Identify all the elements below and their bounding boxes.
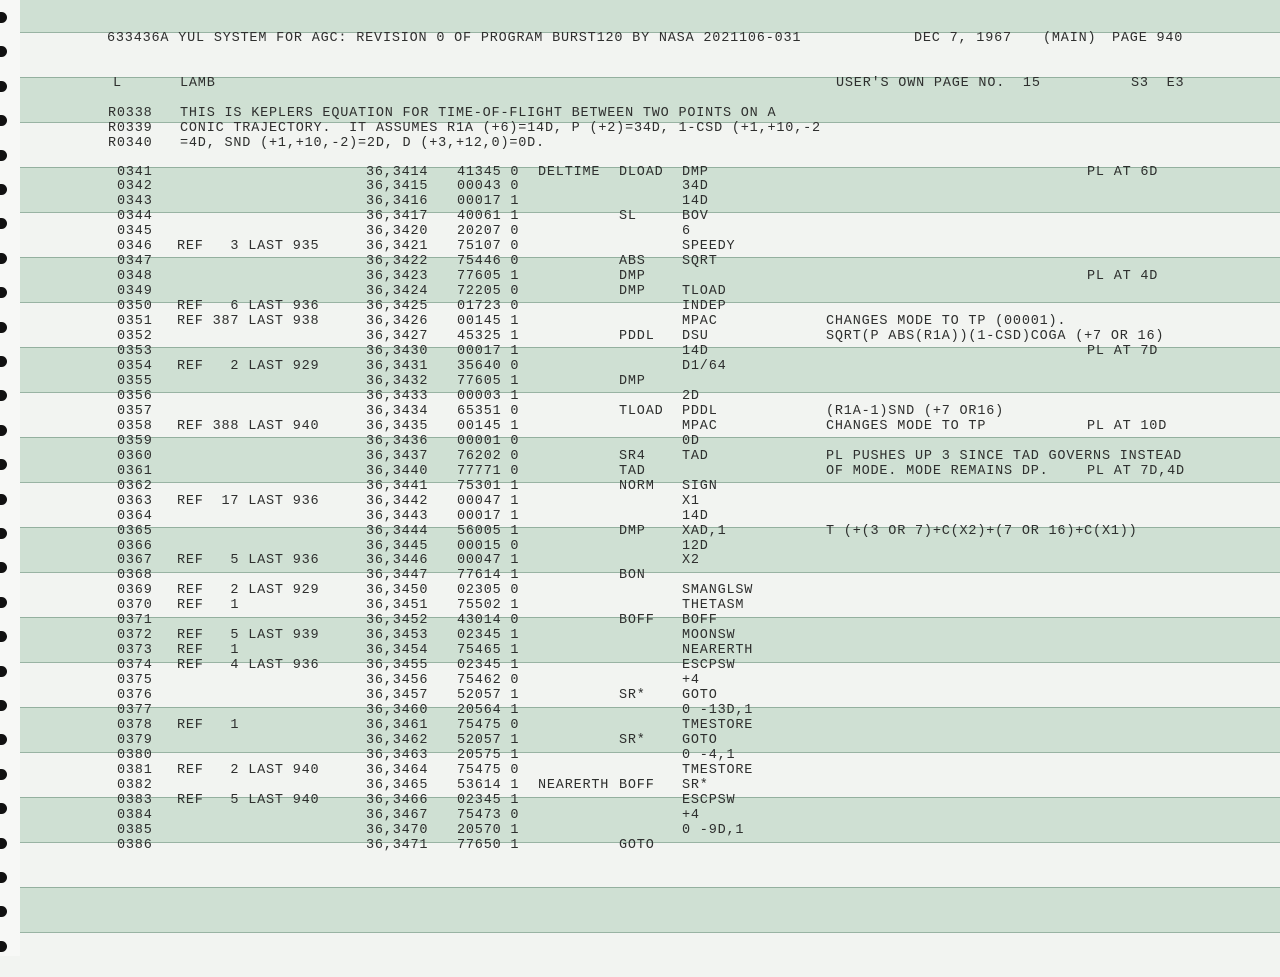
cross-reference: REF 1 — [177, 643, 240, 659]
listing-row — [0, 718, 1280, 733]
octal-word: 77605 1 — [457, 269, 520, 285]
listing-row — [0, 344, 1280, 359]
comment: CHANGES MODE TO TP — [826, 418, 987, 434]
listing-row — [0, 793, 1280, 808]
address: 36,3471 — [366, 837, 429, 853]
line-number: 0366 — [117, 538, 153, 554]
octal-word: 40061 1 — [457, 209, 520, 225]
address: 36,3452 — [366, 613, 429, 629]
listing-row — [0, 688, 1280, 703]
page-number: PAGE 940 — [1112, 31, 1184, 46]
line-number: 0346 — [117, 239, 153, 255]
octal-word: 00017 1 — [457, 194, 520, 210]
address: 36,3444 — [366, 523, 429, 539]
header-title: 633436A YUL SYSTEM FOR AGC: REVISION 0 OF PROGRAM BURST120 BY NASA 2021106-031 — [107, 31, 802, 46]
comment: (R1A-1)SND (+7 OR16) — [826, 403, 1005, 419]
line-number: 0378 — [117, 718, 153, 734]
cross-reference: REF 3 LAST 935 — [177, 239, 320, 255]
opcode: TAD — [619, 463, 646, 479]
symbol-label: NEARERTH — [538, 777, 610, 793]
octal-word: 77650 1 — [457, 837, 520, 853]
octal-word: 45325 1 — [457, 329, 520, 345]
octal-word: 41345 0 — [457, 164, 520, 180]
operand: THETASM — [682, 598, 745, 614]
remark-row — [0, 121, 1280, 136]
remark-id: R0339 — [108, 120, 153, 136]
operand: NEARERTH — [682, 643, 754, 659]
listing-row — [0, 808, 1280, 823]
operand: 6 — [682, 224, 691, 240]
listing-row — [0, 314, 1280, 329]
cross-reference: REF 1 — [177, 718, 240, 734]
octal-word: 20575 1 — [457, 747, 520, 763]
listing-row — [0, 194, 1280, 209]
cross-reference: REF 5 LAST 940 — [177, 792, 320, 808]
address: 36,3432 — [366, 373, 429, 389]
line-number: 0364 — [117, 508, 153, 524]
print-date: DEC 7, 1967 — [914, 31, 1012, 46]
address: 36,3457 — [366, 688, 429, 704]
line-number: 0361 — [117, 463, 153, 479]
address: 36,3464 — [366, 762, 429, 778]
line-number: 0372 — [117, 628, 153, 644]
listing-row — [0, 509, 1280, 524]
listing-row — [0, 598, 1280, 613]
octal-word: 20564 1 — [457, 703, 520, 719]
address: 36,3456 — [366, 673, 429, 689]
operand: SPEEDY — [682, 239, 736, 255]
line-number: 0381 — [117, 762, 153, 778]
listing-row — [0, 494, 1280, 509]
comment: T (+(3 OR 7)+C(X2)+(7 OR 16)+C(X1)) — [826, 523, 1138, 539]
operand: X1 — [682, 493, 700, 509]
operand: 0D — [682, 433, 700, 449]
octal-word: 00047 1 — [457, 493, 520, 509]
address: 36,3423 — [366, 269, 429, 285]
octal-word: 20570 1 — [457, 822, 520, 838]
listing-row — [0, 299, 1280, 314]
green-bar-band — [20, 887, 1280, 932]
line-number: 0350 — [117, 299, 153, 315]
listing-row — [0, 329, 1280, 344]
listing-row — [0, 224, 1280, 239]
cross-reference: REF 388 LAST 940 — [177, 418, 320, 434]
listing-row — [0, 613, 1280, 628]
address: 36,3462 — [366, 732, 429, 748]
comment: CHANGES MODE TO TP (00001). — [826, 314, 1067, 330]
listing-row — [0, 823, 1280, 838]
address: 36,3422 — [366, 254, 429, 270]
address: 36,3450 — [366, 583, 429, 599]
listing-row — [0, 239, 1280, 254]
address: 36,3417 — [366, 209, 429, 225]
line-number: 0343 — [117, 194, 153, 210]
section-label: (MAIN) — [1043, 31, 1097, 46]
listing-row — [0, 284, 1280, 299]
green-bar-band — [20, 0, 1280, 32]
line-number: 0345 — [117, 224, 153, 240]
listing-row — [0, 838, 1280, 853]
operand: ESCPSW — [682, 792, 736, 808]
opcode: BOFF — [619, 777, 655, 793]
listing-row — [0, 374, 1280, 389]
operand: TMESTORE — [682, 762, 754, 778]
remark-row — [0, 136, 1280, 151]
cross-reference: REF 6 LAST 936 — [177, 299, 320, 315]
octal-word: 75502 1 — [457, 598, 520, 614]
octal-word: 00015 0 — [457, 538, 520, 554]
listing-row — [0, 179, 1280, 194]
address: 36,3420 — [366, 224, 429, 240]
operand: 0 -9D,1 — [682, 822, 745, 838]
line-number: 0342 — [117, 179, 153, 195]
listing-row — [0, 389, 1280, 404]
operand: MOONSW — [682, 628, 736, 644]
line-number: 0370 — [117, 598, 153, 614]
comment: PL PUSHES UP 3 SINCE TAD GOVERNS INSTEAD — [826, 448, 1183, 464]
listing-row — [0, 539, 1280, 554]
operand: +4 — [682, 673, 700, 689]
listing-type-code: L — [113, 75, 122, 91]
log-section-name: LAMB — [180, 75, 216, 91]
octal-word: 75462 0 — [457, 673, 520, 689]
remark-id: R0338 — [108, 105, 153, 121]
line-number: 0375 — [117, 673, 153, 689]
address: 36,3433 — [366, 388, 429, 404]
opcode: GOTO — [619, 837, 655, 853]
octal-word: 65351 0 — [457, 403, 520, 419]
octal-word: 02345 1 — [457, 792, 520, 808]
octal-word: 76202 0 — [457, 448, 520, 464]
opcode: DLOAD — [619, 164, 664, 180]
octal-word: 00003 1 — [457, 388, 520, 404]
line-number: 0362 — [117, 478, 153, 494]
operand: SMANGLSW — [682, 583, 754, 599]
line-number: 0386 — [117, 837, 153, 853]
opcode: PDDL — [619, 329, 655, 345]
address: 36,3461 — [366, 718, 429, 734]
line-number: 0373 — [117, 643, 153, 659]
line-number: 0374 — [117, 658, 153, 674]
push-list-note: PL AT 6D — [1087, 164, 1159, 180]
section-codes: S3 E3 — [1131, 75, 1185, 91]
line-number: 0347 — [117, 254, 153, 270]
line-number: 0353 — [117, 344, 153, 360]
opcode: DMP — [619, 269, 646, 285]
listing-row — [0, 763, 1280, 778]
octal-word: 00145 1 — [457, 418, 520, 434]
remark-row — [0, 106, 1280, 121]
line-number: 0341 — [117, 164, 153, 180]
user-page-number: USER'S OWN PAGE NO. 15 — [836, 75, 1041, 91]
address: 36,3431 — [366, 358, 429, 374]
octal-word: 00001 0 — [457, 433, 520, 449]
address: 36,3447 — [366, 568, 429, 584]
push-list-note: PL AT 4D — [1087, 269, 1159, 285]
address: 36,3434 — [366, 403, 429, 419]
listing-row — [0, 643, 1280, 658]
address: 36,3454 — [366, 643, 429, 659]
address: 36,3435 — [366, 418, 429, 434]
line-number: 0377 — [117, 703, 153, 719]
listing-row — [0, 449, 1280, 464]
cross-reference: REF 2 LAST 929 — [177, 583, 320, 599]
address: 36,3426 — [366, 314, 429, 330]
line-number: 0383 — [117, 792, 153, 808]
octal-word: 00145 1 — [457, 314, 520, 330]
opcode: BON — [619, 568, 646, 584]
line-number: 0360 — [117, 448, 153, 464]
address: 36,3437 — [366, 448, 429, 464]
operand: TLOAD — [682, 284, 727, 300]
listing-row — [0, 479, 1280, 494]
address: 36,3416 — [366, 194, 429, 210]
octal-word: 75107 0 — [457, 239, 520, 255]
operand: PDDL — [682, 403, 718, 419]
operand: 34D — [682, 179, 709, 195]
operand: +4 — [682, 807, 700, 823]
address: 36,3421 — [366, 239, 429, 255]
log-section-header — [0, 76, 1280, 91]
line-number: 0384 — [117, 807, 153, 823]
address: 36,3453 — [366, 628, 429, 644]
cross-reference: REF 387 LAST 938 — [177, 314, 320, 330]
line-number: 0380 — [117, 747, 153, 763]
opcode: TLOAD — [619, 403, 664, 419]
listing-row — [0, 269, 1280, 284]
line-number: 0354 — [117, 358, 153, 374]
cross-reference: REF 17 LAST 936 — [177, 493, 320, 509]
octal-word: 77605 1 — [457, 373, 520, 389]
address: 36,3442 — [366, 493, 429, 509]
listing-row — [0, 419, 1280, 434]
band-rule — [20, 932, 1280, 933]
push-list-note: PL AT 7D — [1087, 344, 1159, 360]
opcode: SR* — [619, 732, 646, 748]
address: 36,3446 — [366, 553, 429, 569]
line-number: 0367 — [117, 553, 153, 569]
page-header — [0, 31, 1280, 46]
symbol-label: DELTIME — [538, 164, 601, 180]
operand: TMESTORE — [682, 718, 754, 734]
address: 36,3470 — [366, 822, 429, 838]
line-number: 0359 — [117, 433, 153, 449]
operand: 0 -4,1 — [682, 747, 736, 763]
operand: DMP — [682, 164, 709, 180]
operand: D1/64 — [682, 358, 727, 374]
address: 36,3424 — [366, 284, 429, 300]
octal-word: 20207 0 — [457, 224, 520, 240]
opcode: BOFF — [619, 613, 655, 629]
octal-word: 00047 1 — [457, 553, 520, 569]
address: 36,3445 — [366, 538, 429, 554]
listing-row — [0, 583, 1280, 598]
octal-word: 02345 1 — [457, 628, 520, 644]
listing-row — [0, 434, 1280, 449]
opcode: DMP — [619, 284, 646, 300]
operand: GOTO — [682, 688, 718, 704]
band-rule — [20, 887, 1280, 888]
operand: TAD — [682, 448, 709, 464]
operand: 14D — [682, 508, 709, 524]
address: 36,3465 — [366, 777, 429, 793]
line-number: 0355 — [117, 373, 153, 389]
octal-word: 75473 0 — [457, 807, 520, 823]
line-number: 0363 — [117, 493, 153, 509]
listing-row — [0, 165, 1280, 180]
line-number: 0382 — [117, 777, 153, 793]
opcode: ABS — [619, 254, 646, 270]
cross-reference: REF 2 LAST 929 — [177, 358, 320, 374]
line-number: 0357 — [117, 403, 153, 419]
comment: OF MODE. MODE REMAINS DP. — [826, 463, 1049, 479]
address: 36,3415 — [366, 179, 429, 195]
comment: SQRT(P ABS(R1A))(1-CSD)COGA (+7 OR 16) — [826, 329, 1165, 345]
operand: XAD,1 — [682, 523, 727, 539]
cross-reference: REF 5 LAST 939 — [177, 628, 320, 644]
octal-word: 75301 1 — [457, 478, 520, 494]
listing-row — [0, 209, 1280, 224]
address: 36,3436 — [366, 433, 429, 449]
address: 36,3443 — [366, 508, 429, 524]
octal-word: 00017 1 — [457, 508, 520, 524]
address: 36,3425 — [366, 299, 429, 315]
cross-reference: REF 5 LAST 936 — [177, 553, 320, 569]
line-number: 0358 — [117, 418, 153, 434]
operand: 14D — [682, 194, 709, 210]
operand: X2 — [682, 553, 700, 569]
octal-word: 75475 0 — [457, 718, 520, 734]
address: 36,3451 — [366, 598, 429, 614]
remark-text: =4D, SND (+1,+10,-2)=2D, D (+3,+12,0)=0D. — [180, 135, 545, 151]
octal-word: 52057 1 — [457, 732, 520, 748]
listing-row — [0, 359, 1280, 374]
cross-reference: REF 2 LAST 940 — [177, 762, 320, 778]
operand: SQRT — [682, 254, 718, 270]
operand: 12D — [682, 538, 709, 554]
operand: MPAC — [682, 418, 718, 434]
operand: BOFF — [682, 613, 718, 629]
octal-word: 77771 0 — [457, 463, 520, 479]
address: 36,3455 — [366, 658, 429, 674]
line-number: 0349 — [117, 284, 153, 300]
opcode: SR* — [619, 688, 646, 704]
line-number: 0356 — [117, 388, 153, 404]
operand: SIGN — [682, 478, 718, 494]
address: 36,3427 — [366, 329, 429, 345]
operand: MPAC — [682, 314, 718, 330]
octal-word: 75446 0 — [457, 254, 520, 270]
line-number: 0344 — [117, 209, 153, 225]
operand: ESCPSW — [682, 658, 736, 674]
operand: DSU — [682, 329, 709, 345]
line-number: 0348 — [117, 269, 153, 285]
octal-word: 02345 1 — [457, 658, 520, 674]
cross-reference: REF 4 LAST 936 — [177, 658, 320, 674]
cross-reference: REF 1 — [177, 598, 240, 614]
listing-row — [0, 464, 1280, 479]
listing-row — [0, 733, 1280, 748]
line-number: 0369 — [117, 583, 153, 599]
listing-row — [0, 703, 1280, 718]
line-number: 0351 — [117, 314, 153, 330]
opcode: DMP — [619, 373, 646, 389]
octal-word: 72205 0 — [457, 284, 520, 300]
remark-text: CONIC TRAJECTORY. IT ASSUMES R1A (+6)=14D, P (+2)=34D, 1-CSD (+1,+10,-2 — [180, 120, 821, 136]
listing-row — [0, 748, 1280, 763]
push-list-note: PL AT 10D — [1087, 418, 1168, 434]
line-number: 0385 — [117, 822, 153, 838]
listing-row — [0, 553, 1280, 568]
octal-word: 75465 1 — [457, 643, 520, 659]
octal-word: 01723 0 — [457, 299, 520, 315]
octal-word: 52057 1 — [457, 688, 520, 704]
octal-word: 00017 1 — [457, 344, 520, 360]
address: 36,3466 — [366, 792, 429, 808]
operand: INDEP — [682, 299, 727, 315]
opcode: DMP — [619, 523, 646, 539]
operand: 0 -13D,1 — [682, 703, 754, 719]
octal-word: 56005 1 — [457, 523, 520, 539]
octal-word: 35640 0 — [457, 358, 520, 374]
paper-band — [20, 932, 1280, 977]
line-number: 0368 — [117, 568, 153, 584]
line-number: 0352 — [117, 329, 153, 345]
listing-row — [0, 658, 1280, 673]
listing-row — [0, 778, 1280, 793]
octal-word: 53614 1 — [457, 777, 520, 793]
remark-text: THIS IS KEPLERS EQUATION FOR TIME-OF-FLIGHT BETWEEN TWO POINTS ON A — [180, 105, 777, 121]
octal-word: 43014 0 — [457, 613, 520, 629]
line-number: 0365 — [117, 523, 153, 539]
address: 36,3440 — [366, 463, 429, 479]
address: 36,3463 — [366, 747, 429, 763]
line-number: 0371 — [117, 613, 153, 629]
address: 36,3414 — [366, 164, 429, 180]
listing-row — [0, 524, 1280, 539]
listing-row — [0, 254, 1280, 269]
remark-id: R0340 — [108, 135, 153, 151]
operand: 2D — [682, 388, 700, 404]
listing-row — [0, 404, 1280, 419]
opcode: NORM — [619, 478, 655, 494]
listing-row — [0, 673, 1280, 688]
address: 36,3460 — [366, 703, 429, 719]
octal-word: 77614 1 — [457, 568, 520, 584]
listing-row — [0, 568, 1280, 583]
octal-word: 00043 0 — [457, 179, 520, 195]
address: 36,3430 — [366, 344, 429, 360]
operand: SR* — [682, 777, 709, 793]
listing-row — [0, 628, 1280, 643]
operand: GOTO — [682, 732, 718, 748]
line-number: 0379 — [117, 732, 153, 748]
address: 36,3441 — [366, 478, 429, 494]
opcode: SR4 — [619, 448, 646, 464]
address: 36,3467 — [366, 807, 429, 823]
octal-word: 75475 0 — [457, 762, 520, 778]
line-number: 0376 — [117, 688, 153, 704]
opcode: SL — [619, 209, 637, 225]
operand: BOV — [682, 209, 709, 225]
octal-word: 02305 0 — [457, 583, 520, 599]
push-list-note: PL AT 7D,4D — [1087, 463, 1185, 479]
operand: 14D — [682, 344, 709, 360]
